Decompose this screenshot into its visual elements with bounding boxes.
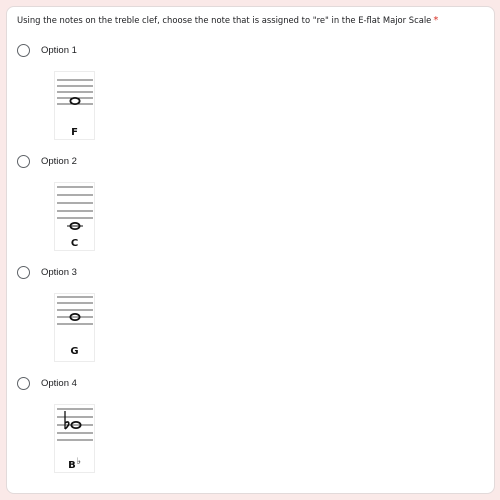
option-1-note-name: F <box>71 127 78 138</box>
option-3-label[interactable]: Option 3 <box>41 267 77 278</box>
question-title <box>17 15 477 26</box>
option-2-note-name: C <box>70 238 79 249</box>
option-1-note-image <box>54 71 95 140</box>
whole-note-f <box>70 98 79 104</box>
option-4-radio[interactable] <box>17 377 30 390</box>
flat-accidental: ♭ <box>76 457 81 467</box>
option-3-note-name: G <box>70 346 79 357</box>
option-3-note-image <box>54 293 95 362</box>
option-4-note-name: B♭ <box>68 457 81 471</box>
option-1-radio[interactable] <box>17 44 30 57</box>
option-4-label[interactable]: Option 4 <box>41 378 77 389</box>
required-asterisk: * <box>433 15 439 26</box>
flat-sign <box>65 411 69 429</box>
option-1-label[interactable]: Option 1 <box>41 45 77 56</box>
option-3-radio[interactable] <box>17 266 30 279</box>
option-2-radio[interactable] <box>17 155 30 168</box>
question-text: Using the notes on the treble clef, choose the note that is assigned to "re" in the E-flat Major Scale <box>17 15 432 25</box>
option-2-label[interactable]: Option 2 <box>41 156 77 167</box>
option-2-note-image <box>54 182 95 251</box>
option-4-note-image <box>54 404 95 473</box>
